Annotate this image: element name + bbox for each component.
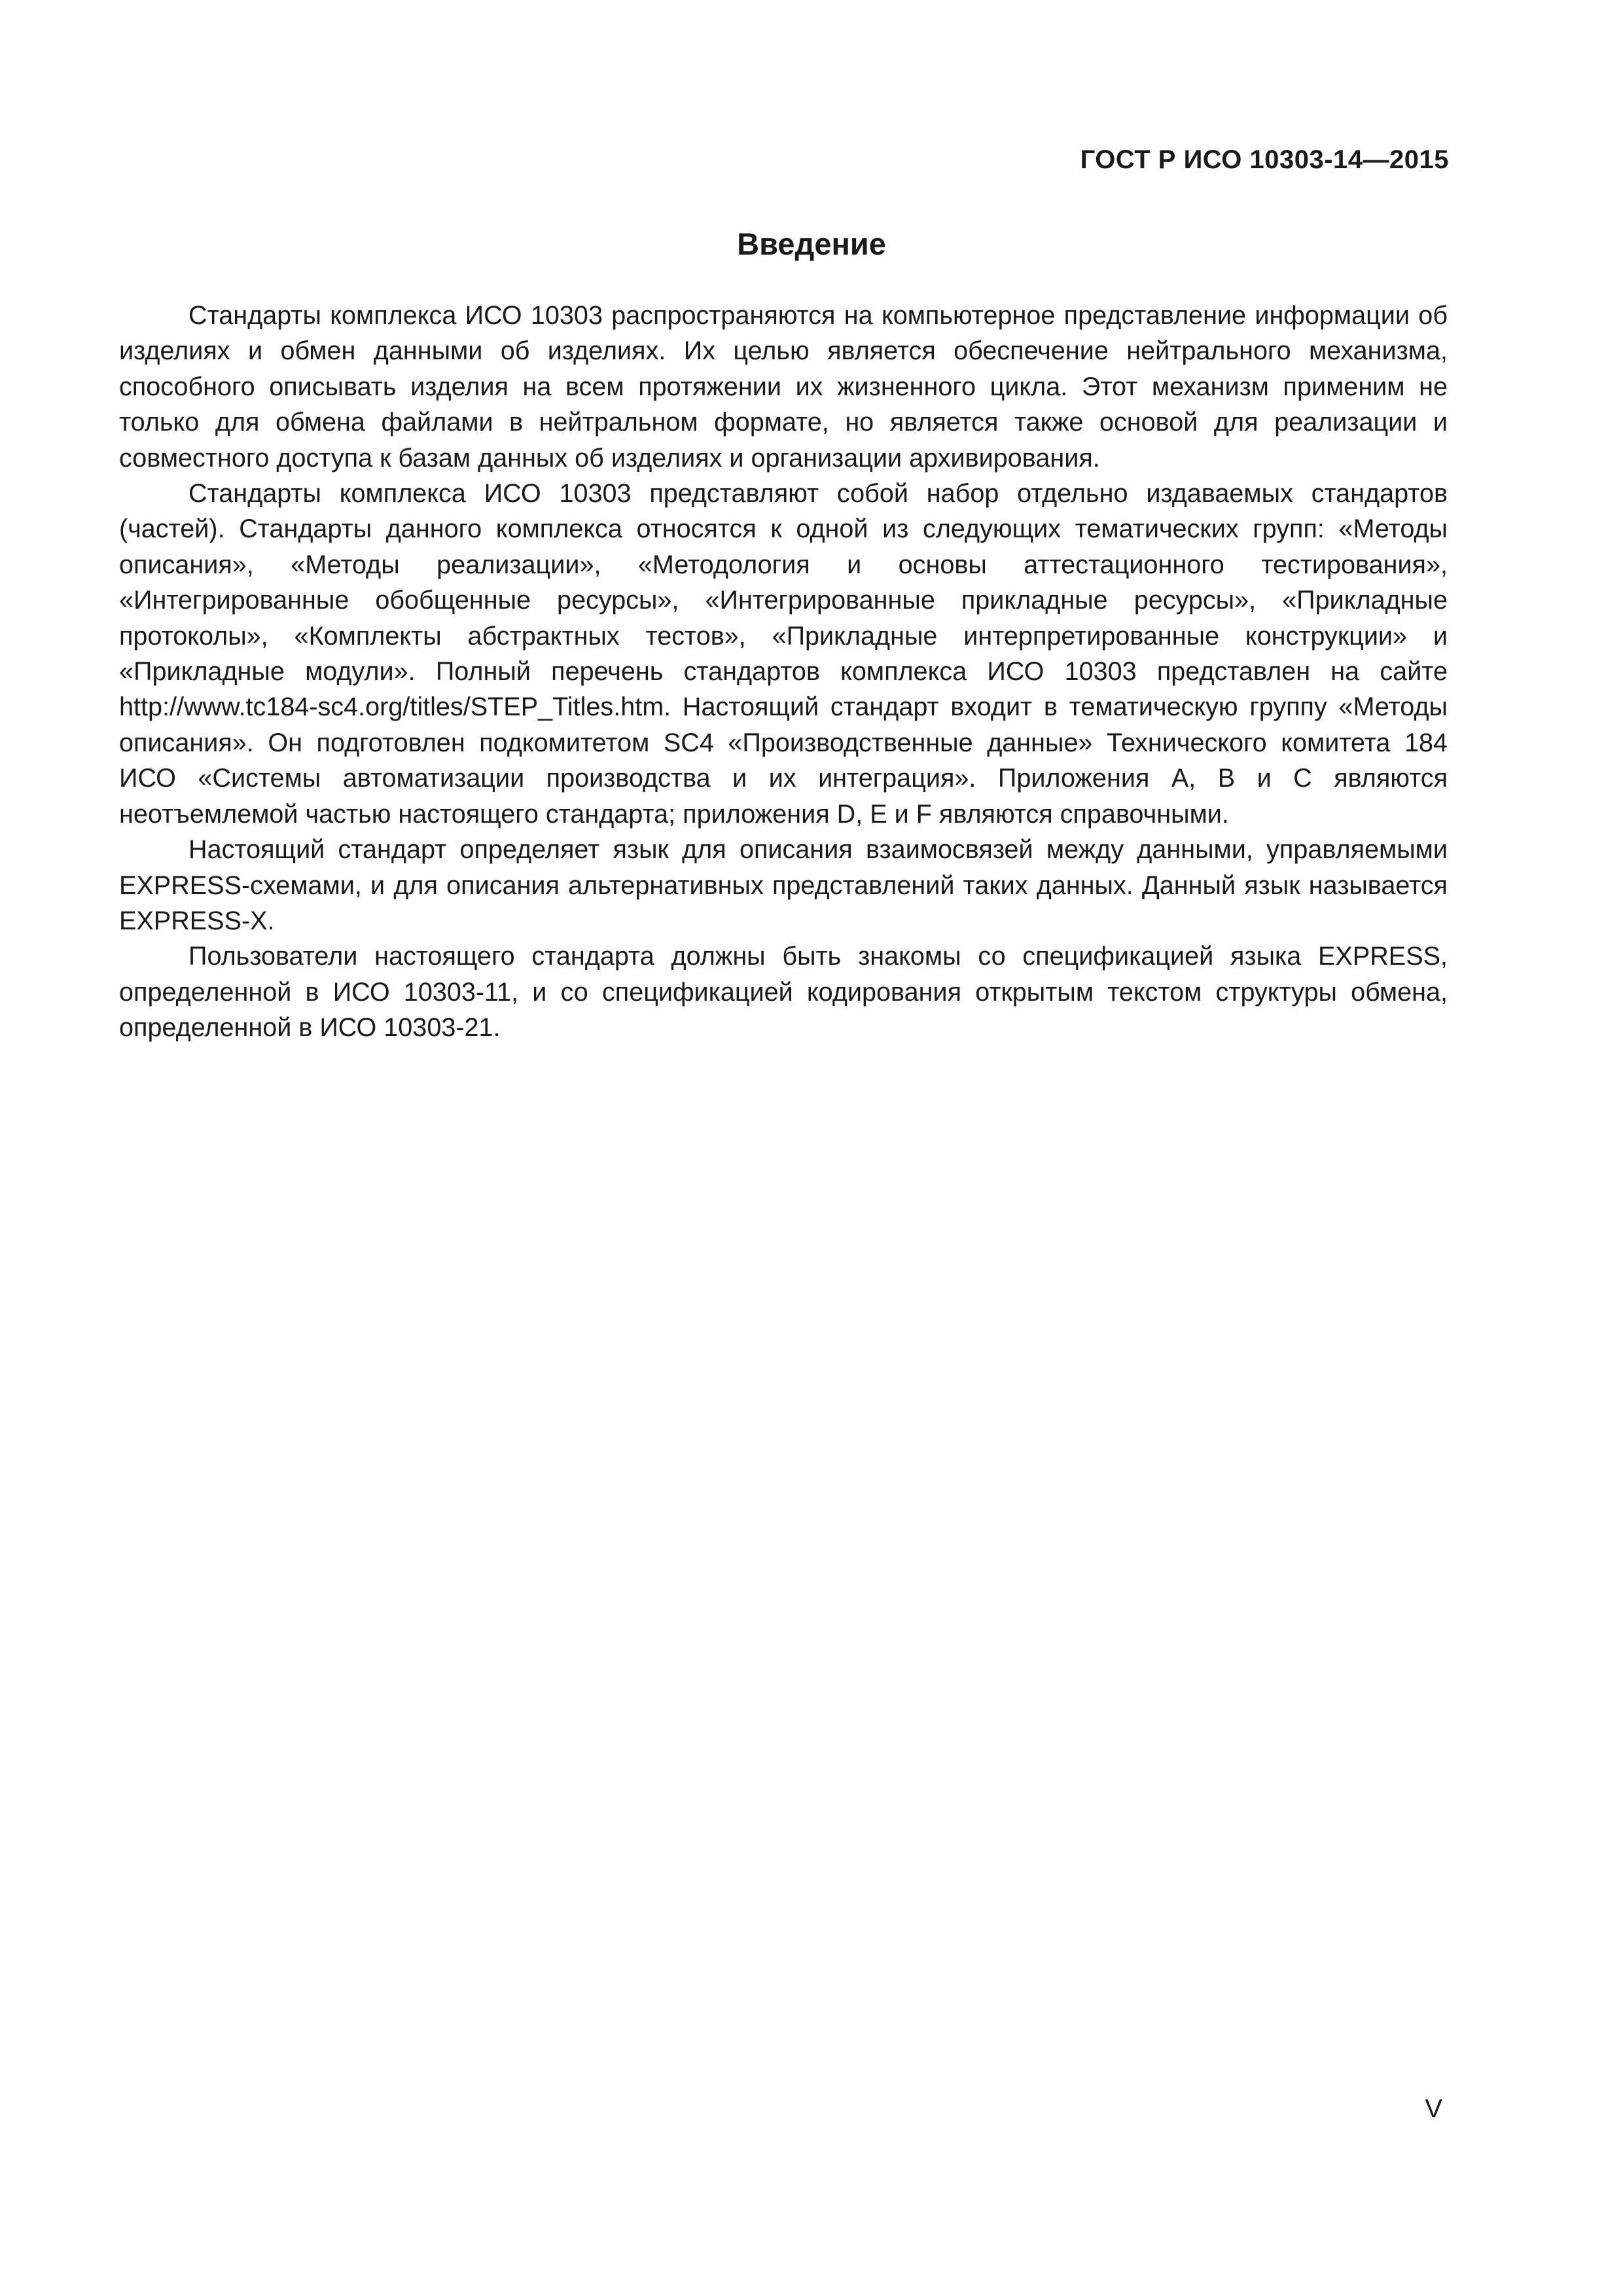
paragraph-4: Пользователи настоящего стандарта должны быть знакомы со спецификацией языка EXPRESS, определенной в ИСО 10303-11, и со спецификацией кодирования открытым текстом структуры обмена, определенной в ИСО 10303-21. bbox=[119, 942, 1448, 1043]
body-text bbox=[119, 298, 1448, 1046]
document-code-header: ГОСТ Р ИСО 10303-14—2015 bbox=[1080, 145, 1449, 174]
paragraph-3: Настоящий стандарт определяет язык для описания взаимосвязей между данными, управляемыми EXPRESS-схемами, и для описания альтернативных представлений таких данных. Данный язык называется EXPRESS-X. bbox=[119, 835, 1448, 935]
section-title: Введение bbox=[737, 226, 886, 261]
paragraph-2: Стандарты комплекса ИСО 10303 представляют собой набор отдельно издаваемых стандартов (частей). Стандарты данного комплекса относятся к одной из следующих тематических групп: «Методы описания», «Методы реализации», «Методология и основы аттестационного тестирования», «Интегрированные обобщенные ресурсы», «Интегрированные прикладные ресурсы», «Прикладные протоколы», «Комплекты абстрактных тестов», «Прикладные интерпретированные конструкции» и «Прикладные модули». Полный перечень стандартов комплекса ИСО 10303 представлен на сайте http://www.tc184-sc4.org/titles/STEP_Titles.htm. Настоящий стандарт входит в тематическую группу «Методы описания». Он подготовлен подкомитетом SC4 «Производственные данные» Технического комитета 184 ИСО «Системы автоматизации производства и их интеграция». Приложения А, В и С являются неотъемлемой частью настоящего стандарта; приложения D, Е и F являются справочными. bbox=[119, 479, 1448, 829]
page-number: V bbox=[1425, 2094, 1442, 2123]
paragraph-1: Стандарты комплекса ИСО 10303 распространяются на компьютерное представление информации об изделиях и обмен данными об изделиях. Их целью является обеспечение нейтрального механизма, способного описывать изделия на всем протяжении их жизненного цикла. Этот механизм применим не только для обмена файлами в нейтральном формате, но является также основой для реализации и совместного доступа к базам данных об изделиях и организации архивирования. bbox=[119, 301, 1448, 473]
